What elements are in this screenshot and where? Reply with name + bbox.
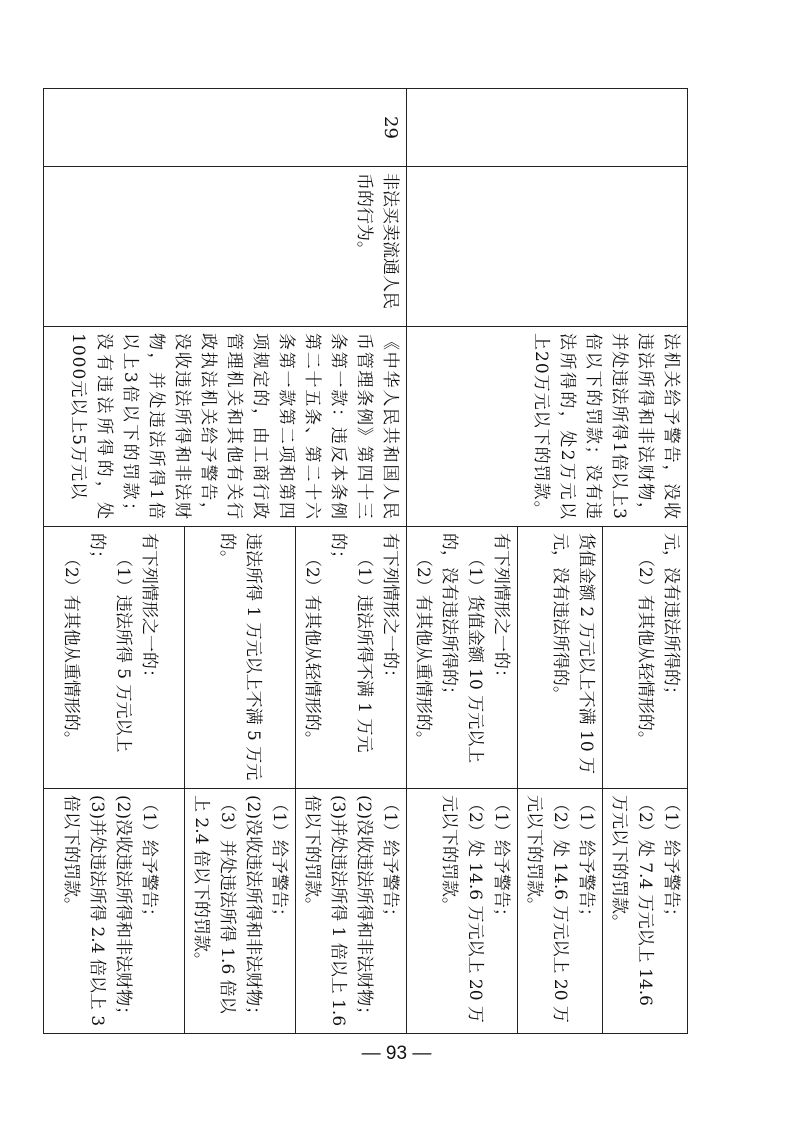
condition-line: 违法所得 1 万元以上不满 5 万元的。 [217,533,263,781]
condition-line: 货值金额 2 万元以上不满 10 万元，没有违法所得的。 [550,533,596,775]
condition-line: （1）货值金额 10 万元以上的，没有违法所得的； [439,533,485,764]
cell-basis: 《中华人民共和国人民币管理条例》第四十三条第一款：违反本条例第二十五条、第二十六条第一款第二项和第四项规定的，由工商行政管理机关和其他有关行政执法机关给予警告，没收违法所得和非法财物，并处违法所得1倍以上3倍以下的罚款；没有违法所得的，处1000元以上5万元以 [44,327,407,527]
penalty-line: （2）处 14.6 万元以上 20 万元以下的罚款。 [439,795,485,1023]
condition-line: 元，没有违法所得的； [661,533,681,703]
condition-line: （1）违法所得 5 万元以上的； [87,533,133,753]
table-row [296,89,407,1034]
cell-behavior: 非法买卖流通人民币的行为。 [44,167,407,327]
penalty-line: （2）处 14.6 万元以上 20 万元以下的罚款。 [524,795,570,1023]
condition-line: （2）有其他从轻情形的。 [635,550,655,748]
penalty-line: (2)没收违法所得和非法财物； [243,795,263,1024]
penalty-line: （1）给予警告； [269,795,289,925]
cell-behavior-empty [407,167,688,327]
penalty-line: (3)并处违法所得 2.4 倍以上 3 倍以下的罚款。 [61,795,107,1027]
cell-penalty [296,789,407,1034]
condition-line: （2）有其他从重情形的。 [413,550,433,748]
condition-line: 有下列情形之一的： [380,533,400,686]
condition-line: （2）有其他从轻情形的。 [302,550,322,748]
cell-penalty [603,789,688,1034]
condition-line: （1）违法所得不满 1 万元的； [328,533,374,753]
cell-penalty [44,789,185,1034]
penalty-line: (3)并处违法所得 1 倍以上 1.6 倍以下的罚款。 [302,795,348,1027]
page-number: — 93 — [361,1043,432,1064]
condition-line: 有下列情形之一的： [491,533,511,686]
row-number: 29 [44,89,407,167]
cell-scenario [407,527,518,789]
penalty-line: (2)没收违法所得和非法财物； [113,795,133,1024]
condition-line: 有下列情形之一的： [139,533,159,686]
cell-penalty [407,789,518,1034]
penalty-line: (2)没收违法所得和非法财物； [354,795,374,1024]
cell-scenario [603,527,688,789]
cell-scenario [296,527,407,789]
penalty-standards-table [43,88,688,1034]
cell-penalty [518,789,603,1034]
cell-scenario [44,527,185,789]
penalty-line: （3）并处违法所得 1.6 倍以上 2.4 倍以下的罚款。 [191,795,237,1014]
rotated-table-area [61,88,688,1033]
cell-scenario [518,527,603,789]
penalty-line: （1）给予警告； [491,795,511,925]
penalty-line: （1）给予警告； [661,795,681,925]
cell-scenario [185,527,296,789]
cell-basis-continued: 法机关给予警告，没收违法所得和非法财物，并处违法所得1倍以上3倍以下的罚款；没有违法所得的，处2万元以上20万元以下的罚款。 [407,327,688,527]
cell-penalty [185,789,296,1034]
cell-number-empty [407,89,688,167]
penalty-line: （1）给予警告； [139,795,159,925]
table-row [603,89,688,1034]
penalty-line: （2）处 7.4 万元以上 14.6 万元以下的罚款。 [609,795,655,1006]
condition-line: （2）有其他从重情形的。 [61,550,81,748]
penalty-line: （1）给予警告； [576,795,596,925]
penalty-line: （1）给予警告； [380,795,400,925]
